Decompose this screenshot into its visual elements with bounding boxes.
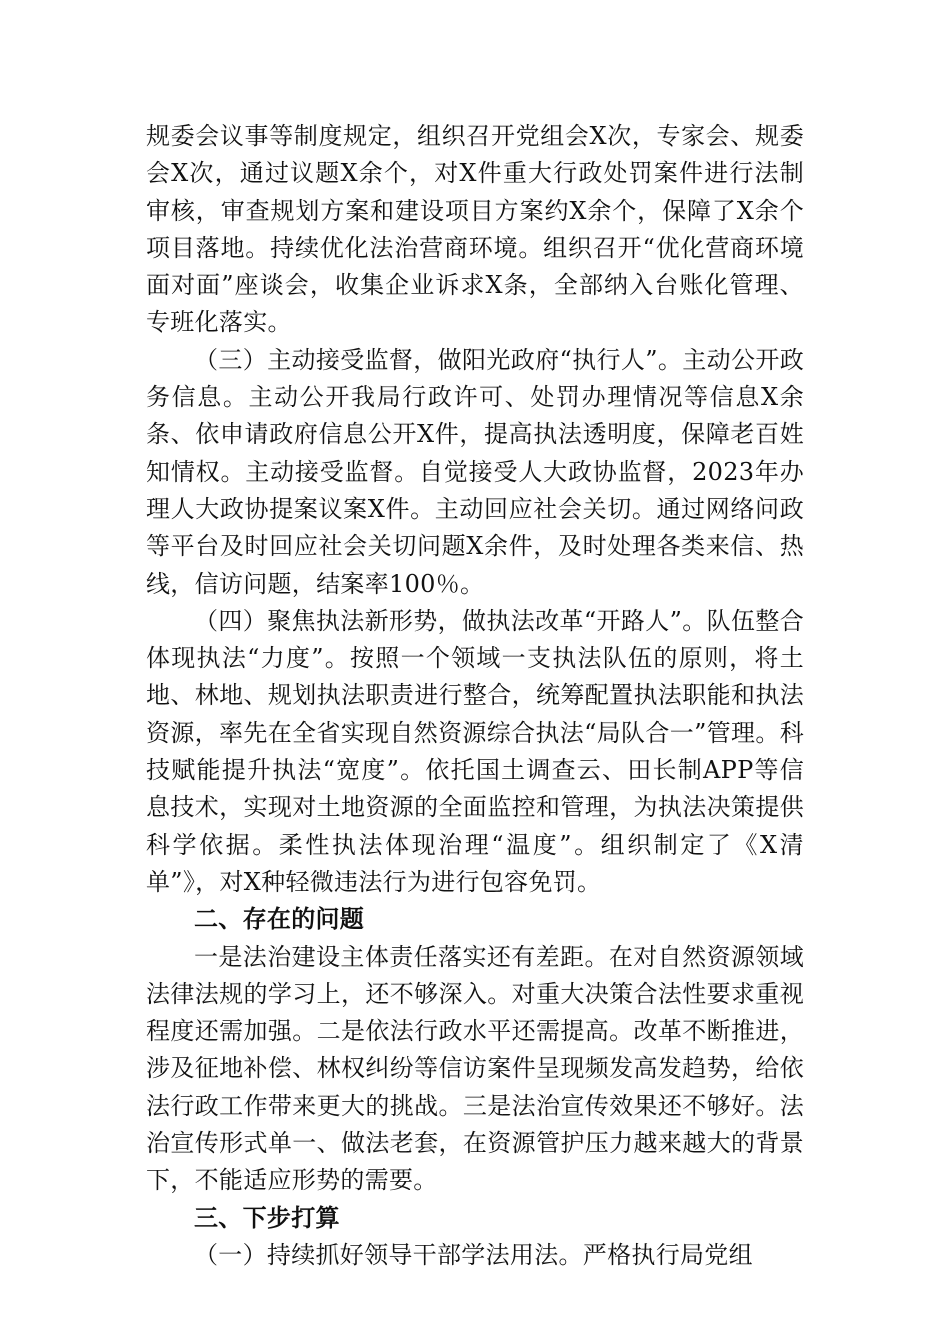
paragraph-next-steps: （一）持续抓好领导干部学法用法。严格执行局党组 [194, 1240, 753, 1269]
paragraph-problems: 一是法治建设主体责任落实还有差距。在对自然资源领域法律法规的学习上，还不够深入。对重大决策合法性要求重视程度还需加强。二是依法行政水平还需提高。改革不断推进，涉及征地补偿、林权纠纷等信访案件呈现频发高发趋势，给依法行政工作带来更大的挑战。三是法治宣传效果还不够好。法治宣传形式单一、做法老套，在资源管护压力越来越大的背景下，不能适应形势的需要。 [146, 942, 804, 1195]
document-body [146, 118, 804, 1274]
paragraph-enforcement-reform: （四）聚焦执法新形势，做执法改革“开路人”。队伍整合体现执法“力度”。按照一个领域一支执法队伍的原则，将土地、林地、规划执法职责进行整合，统筹配置执法职能和执法资源，率先在全省实现自然资源综合执法“局队合一”管理。科技赋能提升执法“宽度”。依托国土调查云、田长制APP等信息技术，实现对土地资源的全面监控和管理，为执法决策提供科学依据。柔性执法体现治理“温度”。组织制定了《X清单”》，对X种轻微违法行为进行包容免罚。 [146, 606, 804, 896]
section-heading-next-steps: 三、下步打算 [194, 1203, 340, 1232]
paragraph-continuation: 规委会议事等制度规定，组织召开党组会X次，专家会、规委会X次，通过议题X余个，对X件重大行政处罚案件进行法制审核，审查规划方案和建设项目方案约X余个，保障了X余个项目落地。持续优化法治营商环境。组织召开“优化营商环境面对面”座谈会，收集企业诉求X条，全部纳入台账化管理、专班化落实。 [146, 122, 804, 337]
section-heading-problems: 二、存在的问题 [194, 905, 365, 934]
paragraph-supervision: （三）主动接受监督，做阳光政府“执行人”。主动公开政务信息。主动公开我局行政许可、处罚办理情况等信息X余条、依申请政府信息公开X件，提高执法透明度，保障老百姓知情权。主动接受监督。自觉接受人大政协监督，2023年办理人大政协提案议案X件。主动回应社会关切。通过网络问政等平台及时回应社会关切问题X余件，及时处理各类来信、热线，信访问题，结案率100％。 [146, 345, 804, 598]
